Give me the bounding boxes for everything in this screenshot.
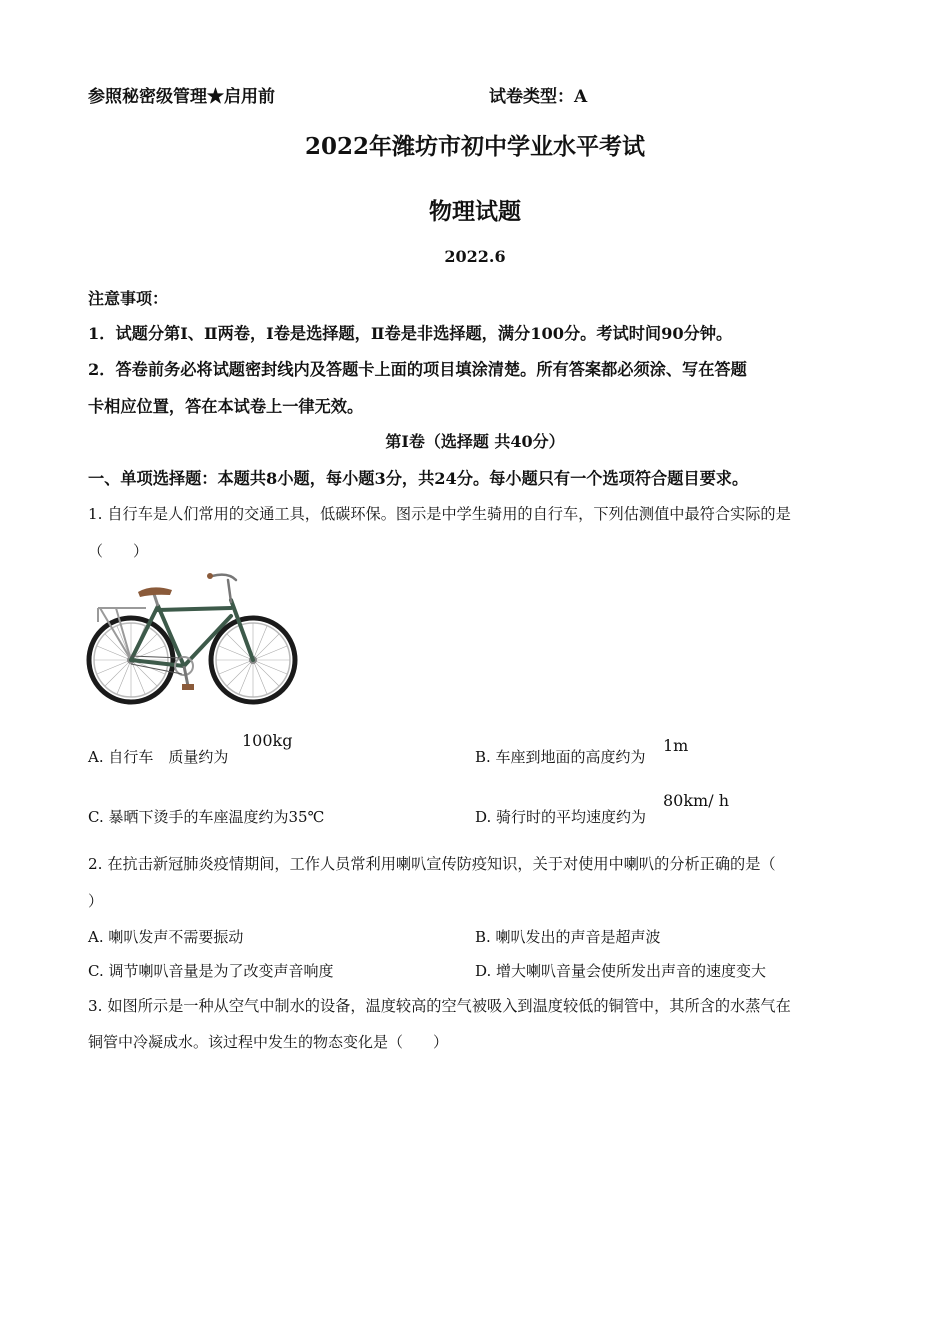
q1-option-d: [475, 806, 646, 827]
q2-stem-line-1: 2. 在抗击新冠肺炎疫情期间，工作人员常利用喇叭宣传防疫知识，关于对使用中喇叭的分析正确的是（: [88, 855, 776, 873]
q2-stem-line-2: ）: [88, 892, 104, 910]
exam-date: 2022.6: [444, 247, 506, 266]
q1-option-a: [88, 746, 228, 767]
q1-option-b: [475, 746, 646, 767]
notice-heading: 注意事项：: [88, 289, 169, 308]
q3-stem-line-2: 铜管中冷凝成水。该过程中发生的物态变化是（ ）: [88, 1033, 449, 1051]
secrecy-label: 参照秘密级管理★启用前: [88, 87, 275, 107]
pedal: [182, 684, 194, 690]
q2-option-a: A. 喇叭发声不需要振动: [88, 928, 244, 946]
section1-heading: 一、单项选择题：本题共8小题，每小题3分，共24分。每小题只有一个选项符合题目要求。: [88, 469, 749, 488]
bike-frame: [131, 600, 253, 666]
part1-heading: 第Ⅰ卷（选择题 共40分）: [385, 432, 565, 451]
q1-option-b-value: 1m: [663, 736, 689, 755]
notice-item-2-line-2: 卡相应位置，答在本试卷上一律无效。: [88, 397, 364, 416]
q1-option-b-text: B. 车座到地面的高度约为: [475, 748, 646, 766]
paper-type-label: 试卷类型：A: [489, 87, 588, 107]
subject-title: 物理试题: [429, 198, 521, 225]
q2-option-d: D. 增大喇叭音量会使所发出声音的速度变大: [475, 962, 767, 980]
q2-option-b: B. 喇叭发出的声音是超声波: [475, 928, 661, 946]
notice-item-1: 1．试题分第Ⅰ、Ⅱ两卷，Ⅰ卷是选择题，Ⅱ卷是非选择题，满分100分。考试时间90分钟。: [88, 324, 733, 343]
q1-stem-line-1: 1. 自行车是人们常用的交通工具，低碳环保。图示是中学生骑用的自行车，下列估测值中最符合实际的是: [88, 505, 791, 523]
q3-stem-line-1: 3. 如图所示是一种从空气中制水的设备，温度较高的空气被吸入到温度较低的铜管中，其所含的水蒸气在: [88, 997, 791, 1015]
exam-title: 2022年潍坊市初中学业水平考试: [304, 133, 645, 160]
notice-item-2-line-1: 2．答卷前务必将试题密封线内及答题卡上面的项目填涂清楚。所有答案都必须涂、写在答题: [88, 360, 747, 379]
handlebar: [212, 575, 236, 602]
q1-stem-line-2: （ ）: [88, 542, 149, 560]
q1-option-d-value: 80km/ h: [663, 791, 730, 810]
bicycle-image: [86, 570, 300, 706]
q1-option-a-value: 100kg: [242, 731, 293, 750]
q1-option-c: C. 暴晒下烫手的车座温度约为35℃: [88, 808, 325, 826]
q1-option-d-text: D. 骑行时的平均速度约为: [475, 808, 647, 826]
q2-option-c: C. 调节喇叭音量是为了改变声音响度: [88, 962, 334, 980]
q1-option-a-text: A. 自行车 质量约为: [88, 748, 229, 766]
